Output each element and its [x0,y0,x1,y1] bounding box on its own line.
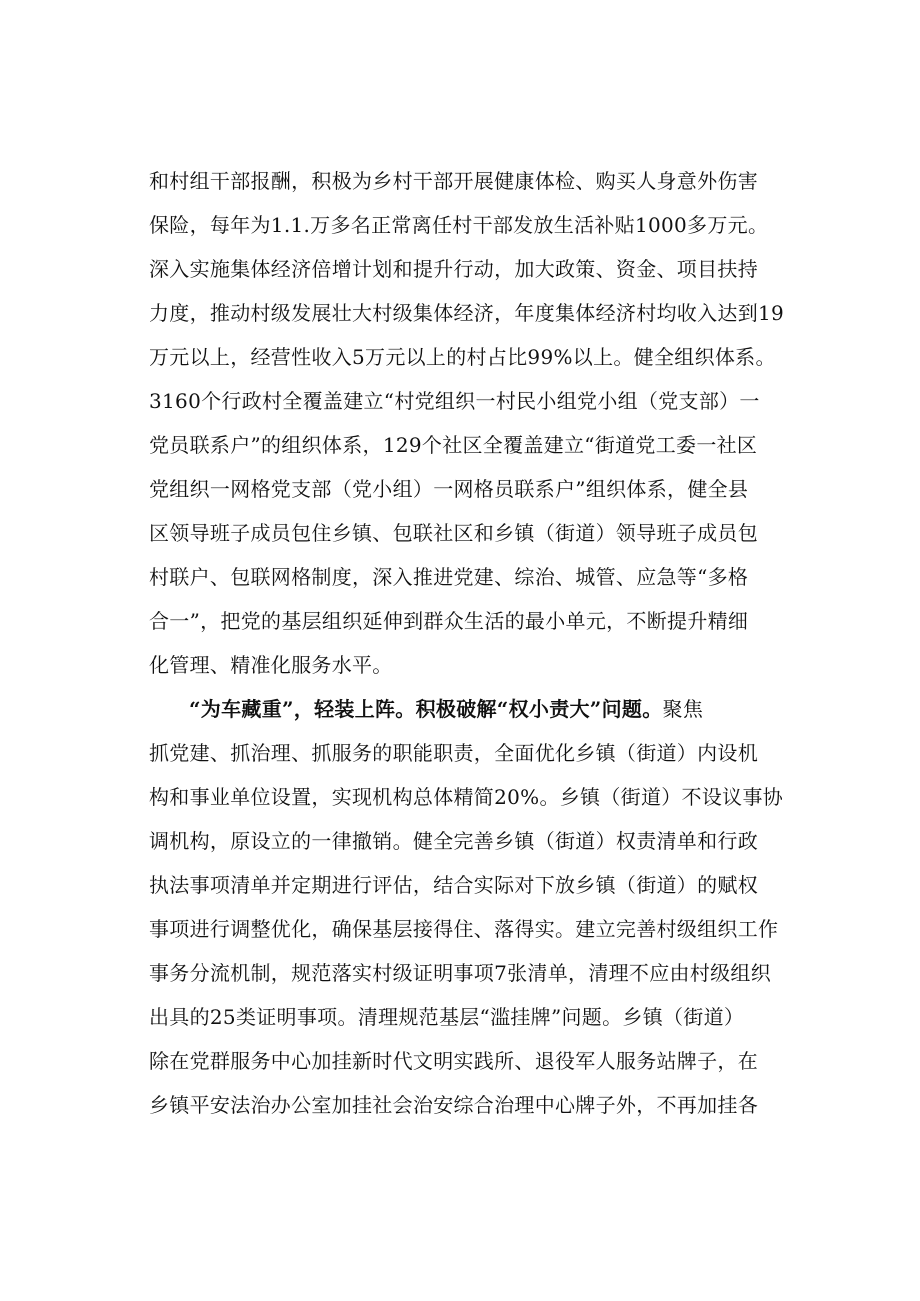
paragraph-2-line-5: 事项进行调整优化，确保基层接得住、落得实。建立完善村级组织工作 [149,917,779,941]
text-line-7: 党员联系户”的组织体系，129个社区全覆盖建立“街道党工委一社区 [149,433,758,457]
paragraph-2-line-8: 除在党群服务中心加挂新时代文明实践所、退役军人服务站牌子，在 [149,1049,758,1073]
paragraph-2-line-2: 构和事业单位设置，实现机构总体精简20%。乡镇（街道）不设议事协 [149,785,784,809]
text-line-5: 万元以上，经营性收入5万元以上的村占比99%以上。健全组织体系。 [149,345,776,369]
text-line-9: 区领导班子成员包住乡镇、包联社区和乡镇（街道）领导班子成员包 [149,521,758,545]
text-line-3: 深入实施集体经济倍增计划和提升行动，加大政策、资金、项目扶持 [149,257,758,281]
paragraph-2-line-9: 乡镇平安法治办公室加挂社会治安综合治理中心牌子外，不再加挂各 [149,1093,758,1117]
text-line-8: 党组织一网格党支部（党小组）一网格员联系户”组织体系，健全县 [149,477,749,501]
paragraph-2-line-6: 事务分流机制，规范落实村级证明事项7张清单，清理不应由村级组织 [149,961,772,985]
paragraph-2-line-7: 出具的25类证明事项。清理规范基层“滥挂牌”问题。乡镇（街道） [149,1005,745,1029]
text-line-12: 化管理、精准化服务水平。 [149,653,393,677]
paragraph-2-line-3: 调机构，原设立的一律撤销。健全完善乡镇（街道）权责清单和行政 [149,829,758,853]
text-line-11: 合一”，把党的基层组织延伸到群众生活的最小单元，不断提升精细 [149,609,749,633]
text-line-4: 力度，推动村级发展壮大村级集体经济，年度集体经济村均收入达到19 [149,301,785,325]
text-line-2: 保险，每年为1.1.万多名正常离任村干部发放生活补贴1000多万元。 [149,213,769,237]
paragraph-2-line-4: 执法事项清单并定期进行评估，结合实际对下放乡镇（街道）的赋权 [149,873,758,897]
text-line-10: 村联户、包联网格制度，深入推进党建、综治、城管、应急等“多格 [149,565,749,589]
text-line-6: 3160个行政村全覆盖建立“村党组织一村民小组党小组（党支部）一 [149,389,760,413]
paragraph-2-heading: “为车藏重”，轻装上阵。积极破解“权小责大”问题。 [189,697,663,721]
text-line-1: 和村组干部报酬，积极为乡村干部开展健康体检、购买人身意外伤害 [149,169,758,193]
paragraph-2-first-line [149,687,799,731]
paragraph-2-first-line-rest: 聚焦 [662,697,704,721]
body-text [149,159,799,1127]
paragraph-2-line-1: 抓党建、抓治理、抓服务的职能职责，全面优化乡镇（街道）内设机 [149,741,758,765]
